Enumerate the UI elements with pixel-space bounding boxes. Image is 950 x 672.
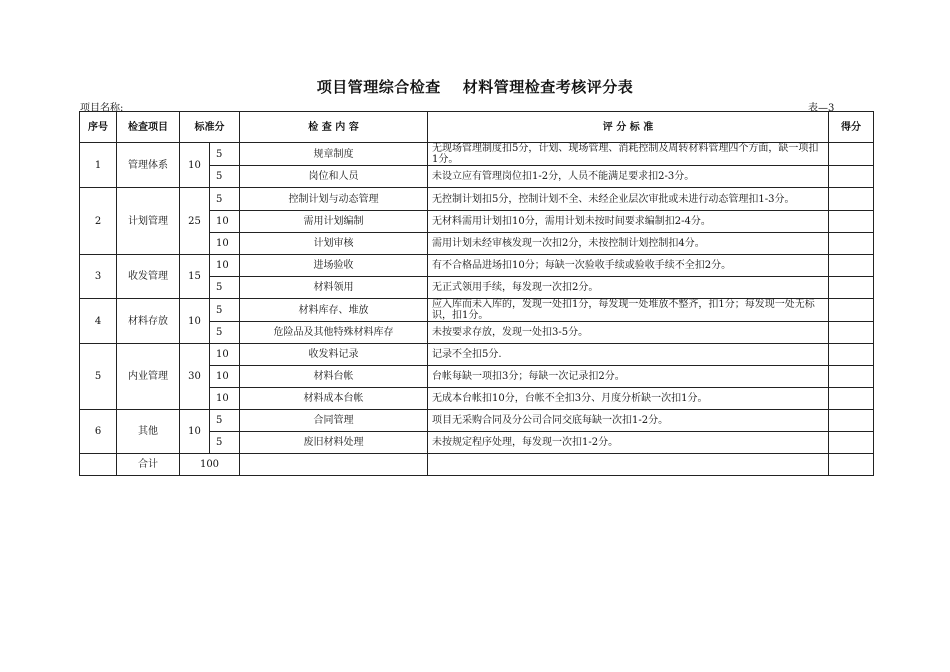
total-content-cell bbox=[240, 454, 428, 476]
table-row bbox=[80, 299, 874, 322]
item-criteria: 应入库而未入库的，发现一处扣1分，每发现一处堆放不整齐，扣1分；每发现一处无标识，扣1分。 bbox=[428, 299, 829, 322]
score-cell[interactable] bbox=[829, 233, 874, 255]
table-row bbox=[80, 344, 874, 366]
item-criteria: 有不合格品进场扣10分；每缺一次验收手续或验收手续不全扣2分。 bbox=[428, 255, 829, 277]
score-cell[interactable] bbox=[829, 432, 874, 454]
header-row bbox=[80, 112, 874, 143]
header-seq: 序号 bbox=[80, 112, 117, 143]
score-cell[interactable] bbox=[829, 322, 874, 344]
group-name: 收发管理 bbox=[117, 255, 180, 299]
item-score: 5 bbox=[210, 166, 240, 188]
group-seq: 6 bbox=[80, 410, 117, 454]
group-std: 30 bbox=[180, 344, 210, 410]
item-criteria: 无材料需用计划扣10分，需用计划未按时间要求编制扣2-4分。 bbox=[428, 211, 829, 233]
item-criteria: 无正式领用手续，每发现一次扣2分。 bbox=[428, 277, 829, 299]
item-criteria: 项目无采购合同及分公司合同交底每缺一次扣1-2分。 bbox=[428, 410, 829, 432]
item-criteria: 台帐每缺一项扣3分；每缺一次记录扣2分。 bbox=[428, 366, 829, 388]
group-std: 10 bbox=[180, 299, 210, 344]
item-score: 5 bbox=[210, 432, 240, 454]
project-name-label: 项目名称: bbox=[80, 103, 124, 114]
header-item: 检查项目 bbox=[117, 112, 180, 143]
table-number: 表—3 bbox=[808, 103, 835, 114]
item-criteria: 未设立应有管理岗位扣1-2分，人员不能满足要求扣2-3分。 bbox=[428, 166, 829, 188]
item-score: 5 bbox=[210, 143, 240, 166]
group-seq: 2 bbox=[80, 188, 117, 255]
item-content: 材料台帐 bbox=[240, 366, 428, 388]
total-label: 合计 bbox=[117, 454, 180, 476]
item-content: 规章制度 bbox=[240, 143, 428, 166]
score-cell[interactable] bbox=[829, 366, 874, 388]
item-content: 废旧材料处理 bbox=[240, 432, 428, 454]
item-score: 5 bbox=[210, 299, 240, 322]
score-cell[interactable] bbox=[829, 166, 874, 188]
total-criteria-cell bbox=[428, 454, 829, 476]
title-part2: 材料管理检查考核评分表 bbox=[462, 78, 634, 96]
item-score: 10 bbox=[210, 388, 240, 410]
group-seq: 5 bbox=[80, 344, 117, 410]
score-cell[interactable] bbox=[829, 188, 874, 211]
item-criteria: 记录不全扣5分. bbox=[428, 344, 829, 366]
group-std: 15 bbox=[180, 255, 210, 299]
item-content: 岗位和人员 bbox=[240, 166, 428, 188]
item-content: 材料领用 bbox=[240, 277, 428, 299]
document-title bbox=[0, 76, 950, 97]
table-row bbox=[80, 188, 874, 211]
table-row bbox=[80, 255, 874, 277]
group-std: 10 bbox=[180, 410, 210, 454]
item-content: 危险品及其他特殊材料库存 bbox=[240, 322, 428, 344]
group-seq: 4 bbox=[80, 299, 117, 344]
item-criteria: 无现场管理制度扣5分，计划、现场管理、消耗控制及周转材料管理四个方面，缺一项扣1分。 bbox=[428, 143, 829, 166]
group-seq: 1 bbox=[80, 143, 117, 188]
group-name: 内业管理 bbox=[117, 344, 180, 410]
score-cell[interactable] bbox=[829, 277, 874, 299]
score-cell[interactable] bbox=[829, 299, 874, 322]
total-empty-cell bbox=[80, 454, 117, 476]
item-score: 10 bbox=[210, 255, 240, 277]
item-content: 进场验收 bbox=[240, 255, 428, 277]
header-criteria: 评 分 标 准 bbox=[428, 112, 829, 143]
group-std: 10 bbox=[180, 143, 210, 188]
score-cell[interactable] bbox=[829, 388, 874, 410]
total-value: 100 bbox=[180, 454, 240, 476]
item-score: 10 bbox=[210, 211, 240, 233]
scoring-table bbox=[79, 111, 874, 476]
item-content: 合同管理 bbox=[240, 410, 428, 432]
group-name: 管理体系 bbox=[117, 143, 180, 188]
item-content: 需用计划编制 bbox=[240, 211, 428, 233]
group-name: 其他 bbox=[117, 410, 180, 454]
item-score: 5 bbox=[210, 277, 240, 299]
header-score: 得分 bbox=[829, 112, 874, 143]
item-score: 5 bbox=[210, 188, 240, 211]
item-criteria: 未按要求存放，发现一处扣3-5分。 bbox=[428, 322, 829, 344]
score-cell[interactable] bbox=[829, 211, 874, 233]
item-score: 10 bbox=[210, 366, 240, 388]
group-name: 材料存放 bbox=[117, 299, 180, 344]
item-content: 材料成本台帐 bbox=[240, 388, 428, 410]
item-content: 计划审核 bbox=[240, 233, 428, 255]
item-criteria: 需用计划未经审核发现一次扣2分，未按控制计划控制扣4分。 bbox=[428, 233, 829, 255]
group-std: 25 bbox=[180, 188, 210, 255]
item-criteria: 未按规定程序处理，每发现一次扣1-2分。 bbox=[428, 432, 829, 454]
score-cell[interactable] bbox=[829, 143, 874, 166]
group-name: 计划管理 bbox=[117, 188, 180, 255]
item-score: 5 bbox=[210, 410, 240, 432]
score-cell[interactable] bbox=[829, 344, 874, 366]
item-criteria: 无成本台帐扣10分，台帐不全扣3分、月度分析缺一次扣1分。 bbox=[428, 388, 829, 410]
table-row bbox=[80, 410, 874, 432]
item-content: 收发料记录 bbox=[240, 344, 428, 366]
table-row bbox=[80, 143, 874, 166]
item-score: 10 bbox=[210, 344, 240, 366]
header-content: 检 查 内 容 bbox=[240, 112, 428, 143]
item-score: 5 bbox=[210, 322, 240, 344]
item-content: 控制计划与动态管理 bbox=[240, 188, 428, 211]
group-seq: 3 bbox=[80, 255, 117, 299]
title-part1: 项目管理综合检查 bbox=[316, 78, 441, 96]
header-std-score: 标准分 bbox=[180, 112, 240, 143]
score-cell[interactable] bbox=[829, 255, 874, 277]
score-cell[interactable] bbox=[829, 410, 874, 432]
total-score-cell[interactable] bbox=[829, 454, 874, 476]
item-content: 材料库存、堆放 bbox=[240, 299, 428, 322]
item-score: 10 bbox=[210, 233, 240, 255]
total-row bbox=[80, 454, 874, 476]
item-criteria: 无控制计划扣5分，控制计划不全、未经企业层次审批或未进行动态管理扣1-3分。 bbox=[428, 188, 829, 211]
